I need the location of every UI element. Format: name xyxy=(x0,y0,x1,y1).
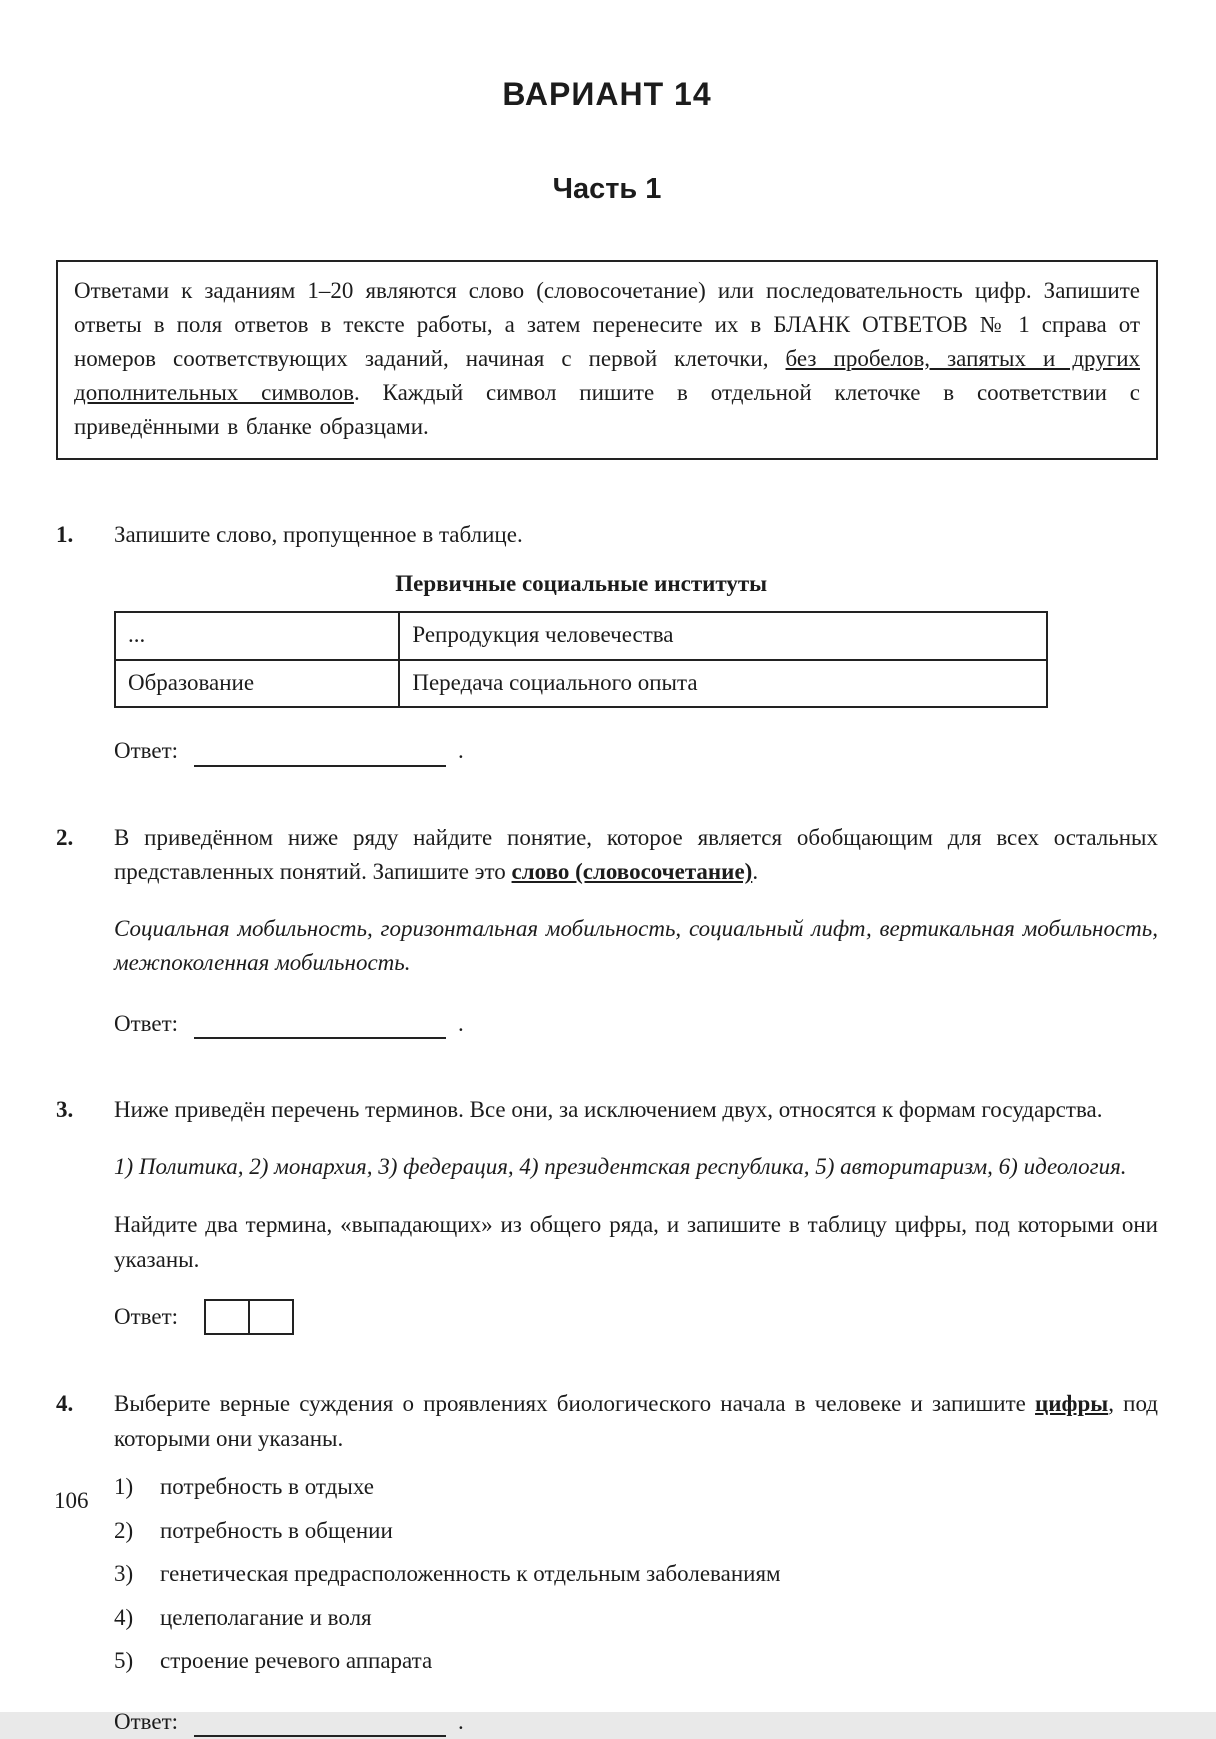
task-4-text-start: Выберите верные суждения о проявлениях биологического начала в человеке и запишите xyxy=(114,1391,1036,1417)
task-3-text: Ниже приведён перечень терминов. Все они, за исключением двух, относятся к формам государства. xyxy=(114,1097,1103,1123)
answer-label: Ответ: xyxy=(114,738,179,764)
task-4-options xyxy=(114,1470,1158,1679)
table-row xyxy=(115,660,1047,708)
option-text: генетическая предрасположенность к отдельным заболеваниям xyxy=(160,1561,781,1587)
task-3 xyxy=(56,1093,1158,1335)
task-4-answer-row xyxy=(114,1705,1158,1739)
task-2-text-end: . xyxy=(752,859,759,885)
answer-label: Ответ: xyxy=(114,1010,179,1036)
task-4-text-end: , под которыми они указаны. xyxy=(114,1391,1158,1451)
task-3-answer-row xyxy=(114,1299,1158,1335)
page-number: 106 xyxy=(54,1488,89,1513)
option-text: целеполагание и воля xyxy=(160,1604,372,1630)
answer-label: Ответ: xyxy=(114,1708,179,1734)
task-2-terms: Социальная мобильность, горизонтальная мобильность, социальный лифт, вертикальная мобильность, межпоколенная мобильность. xyxy=(114,915,1158,976)
table-row xyxy=(115,612,1047,660)
task-4 xyxy=(56,1387,1158,1739)
table-cell: ... xyxy=(115,612,399,660)
task-2-text-start: В приведённом ниже ряду найдите понятие, которое является обобщающим для всех остальных представленных понятий. Запишите это xyxy=(114,824,1158,885)
task-4-number: 4. xyxy=(56,1391,74,1417)
answer-cell xyxy=(204,1299,250,1335)
option-text: потребность в общении xyxy=(160,1517,393,1543)
option-number: 2) xyxy=(114,1517,134,1543)
instruction-box xyxy=(56,260,1158,460)
task-3-number: 3. xyxy=(56,1097,74,1123)
answer-label: Ответ: xyxy=(114,1303,179,1329)
answer-cell xyxy=(248,1299,294,1335)
answer-blank-line xyxy=(194,1013,446,1039)
answer-period: . xyxy=(458,1708,464,1734)
task-1-text: Запишите слово, пропущенное в таблице. xyxy=(114,522,523,548)
answer-blank-line xyxy=(194,741,446,767)
task-1-answer-row xyxy=(114,734,1158,769)
table-cell: Образование xyxy=(115,660,399,708)
task-1-table-title: Первичные социальные институты xyxy=(395,570,768,596)
answer-period: . xyxy=(458,1010,464,1036)
instruction-underlined-text: без пробелов, запятых и других дополнительных символов xyxy=(74,346,1140,406)
task-4-text-emphasis: цифры xyxy=(1035,1391,1109,1417)
option-item xyxy=(114,1644,1158,1679)
table-cell: Передача социального опыта xyxy=(399,660,1047,708)
task-1-table xyxy=(114,611,1048,708)
instruction-text: . Каждый символ пишите в отдельной клеточке в соответствии с приведёнными в бланке образцами. xyxy=(74,380,1140,440)
option-text: потребность в отдыхе xyxy=(160,1474,374,1500)
option-number: 1) xyxy=(114,1474,134,1500)
task-4-text xyxy=(114,1387,1158,1456)
task-2 xyxy=(56,821,1158,1042)
option-item xyxy=(114,1514,1158,1549)
task-3-terms: 1) Политика, 2) монархия, 3) федерация, 4) президентская республика, 5) авторитаризм, 6) идеология. xyxy=(114,1153,1127,1179)
option-item xyxy=(114,1470,1158,1505)
option-item xyxy=(114,1557,1158,1592)
instruction-text: Ответами к заданиям 1–20 являются слово (словосочетание) или последовательность цифр. Запишите ответы в поля ответов в тексте работы, а затем перенесите их в БЛАНК ОТВЕТОВ № 1 справа от номеров соответствующих заданий, начиная с первой клеточки, xyxy=(74,278,1140,372)
task-3-follow-up: Найдите два термина, «выпадающих» из общего ряда, и запишите в таблицу цифры, под которыми они указаны. xyxy=(114,1212,1158,1272)
option-text: строение речевого аппарата xyxy=(160,1648,433,1674)
table-cell: Репродукция человечества xyxy=(399,612,1047,660)
answer-cell-pair xyxy=(204,1299,294,1335)
option-item xyxy=(114,1601,1158,1636)
answer-period: . xyxy=(458,738,464,764)
answer-blank-line xyxy=(194,1711,446,1737)
task-2-text-emphasis: слово (словосочетание) xyxy=(511,859,753,885)
option-number: 4) xyxy=(114,1604,134,1630)
option-number: 5) xyxy=(114,1648,134,1674)
task-1-number: 1. xyxy=(56,522,74,548)
task-2-answer-row xyxy=(114,1007,1158,1042)
task-1 xyxy=(56,518,1158,769)
option-number: 3) xyxy=(114,1561,134,1587)
part-title: Часть 1 xyxy=(552,173,662,205)
task-2-number: 2. xyxy=(56,824,74,850)
task-2-text xyxy=(114,821,1158,890)
variant-title: ВАРИАНТ 14 xyxy=(502,76,712,112)
